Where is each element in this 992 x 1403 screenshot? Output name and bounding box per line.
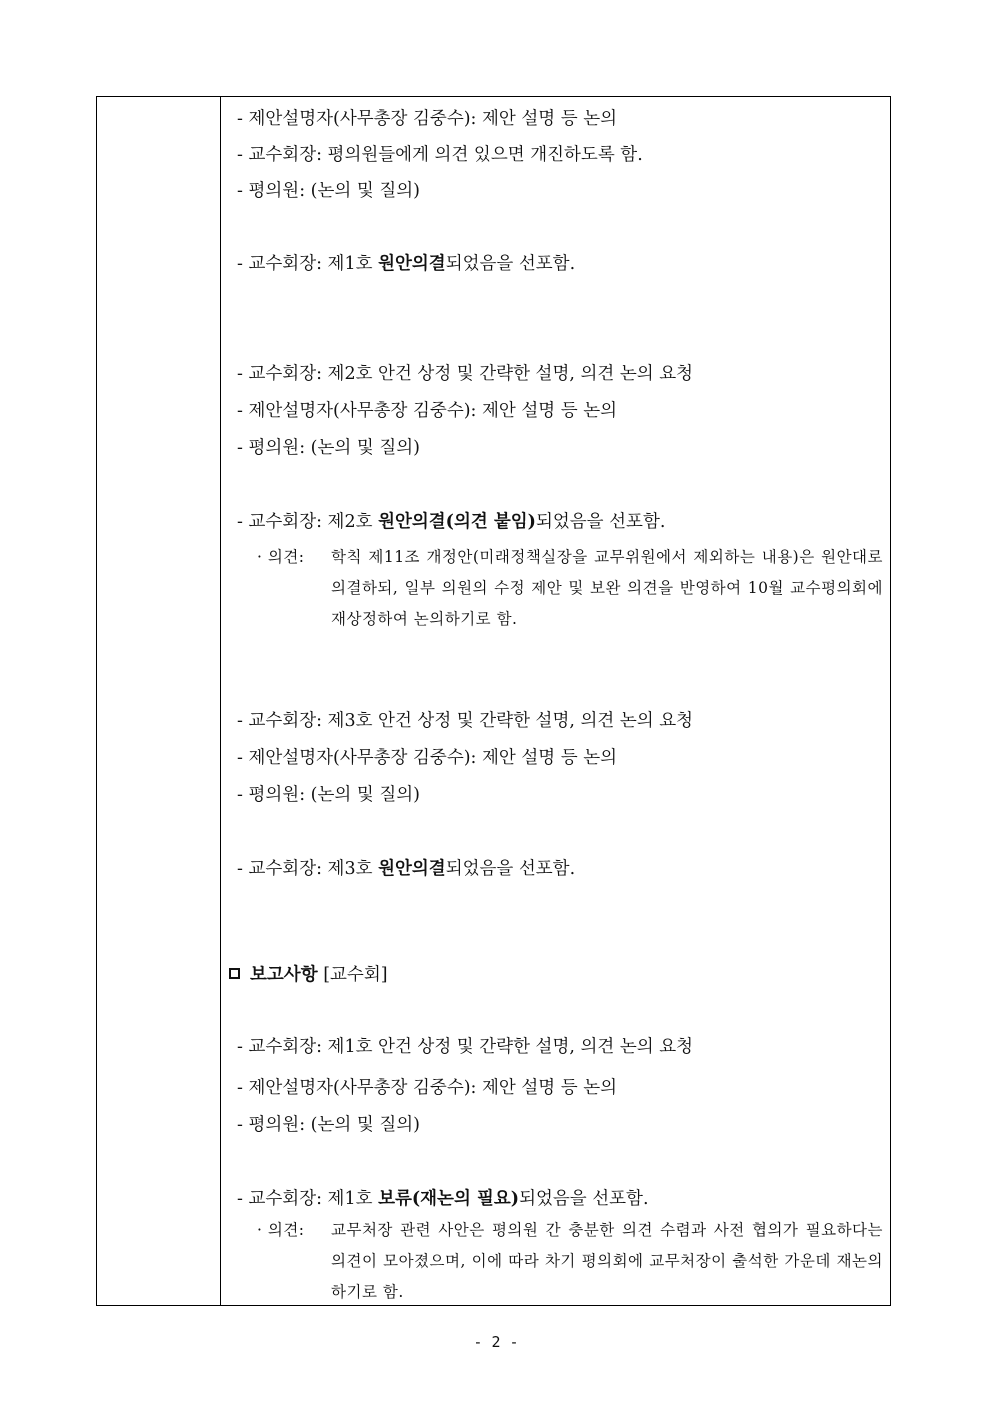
checkbox-icon — [229, 968, 240, 979]
minutes-table — [96, 96, 891, 1306]
chair-line-opinion: - 교수회장: 평의원들에게 의견 있으면 개진하도록 함. — [237, 145, 643, 165]
table-content-column — [221, 97, 890, 1305]
opinion-text-1: 학칙 제11조 개정안(미래정책실장을 교무위원에서 제외하는 내용)은 원안대로 의결하되, 일부 의원의 수정 제안 및 보완 의견을 반영하여 10월 교수평의회에 재상정하여 논의하기로 함. — [331, 548, 883, 628]
resolution-line-2: - 교수회장: 제2호 원안의결(의견 붙임)되었음을 선포함. — [237, 512, 666, 532]
resolution-line-1: - 교수회장: 제1호 원안의결되었음을 선포함. — [237, 254, 576, 274]
chair-line-agenda-2: - 교수회장: 제2호 안건 상정 및 간략한 설명, 의견 논의 요청 — [237, 364, 694, 384]
opinion-note-2 — [257, 1215, 883, 1308]
report-section-title: 보고사항 [교수회] — [229, 963, 388, 987]
resolution-result-1: 원안의결 — [378, 254, 446, 274]
chair-line-agenda-3: - 교수회장: 제3호 안건 상정 및 간략한 설명, 의견 논의 요청 — [237, 711, 694, 731]
resolution-result-3: 원안의결 — [378, 859, 446, 879]
proposer-line-2: - 제안설명자(사무총장 김중수): 제안 설명 등 논의 — [237, 401, 618, 421]
resolution-result-4: 보류(재논의 필요) — [378, 1189, 520, 1209]
member-line-1: - 평의원: (논의 및 질의) — [237, 181, 420, 201]
resolution-result-2: 원안의결(의견 붙임) — [378, 512, 536, 532]
proposer-line-3: - 제안설명자(사무총장 김중수): 제안 설명 등 논의 — [237, 748, 618, 768]
resolution-line-4: - 교수회장: 제1호 보류(재논의 필요)되었음을 선포함. — [237, 1189, 649, 1209]
member-line-4: - 평의원: (논의 및 질의) — [237, 1115, 420, 1135]
chair-line-report-1: - 교수회장: 제1호 안건 상정 및 간략한 설명, 의견 논의 요청 — [237, 1037, 694, 1057]
opinion-label-2: · 의견: — [257, 1221, 305, 1239]
opinion-label-1: · 의견: — [257, 548, 305, 566]
proposer-line-4: - 제안설명자(사무총장 김중수): 제안 설명 등 논의 — [237, 1078, 618, 1098]
table-left-column — [97, 97, 221, 1305]
opinion-text-2: 교무처장 관련 사안은 평의원 간 충분한 의견 수렴과 사전 협의가 필요하다는 의견이 모아졌으며, 이에 따라 차기 평의회에 교무처장이 출석한 가운데 재논의하기로 함. — [331, 1221, 883, 1301]
proposer-line-1: - 제안설명자(사무총장 김중수): 제안 설명 등 논의 — [237, 109, 618, 129]
member-line-2: - 평의원: (논의 및 질의) — [237, 438, 420, 458]
resolution-line-3: - 교수회장: 제3호 원안의결되었음을 선포함. — [237, 859, 576, 879]
opinion-note-1 — [257, 542, 883, 635]
page-number: - 2 - — [473, 1333, 519, 1351]
member-line-3: - 평의원: (논의 및 질의) — [237, 785, 420, 805]
